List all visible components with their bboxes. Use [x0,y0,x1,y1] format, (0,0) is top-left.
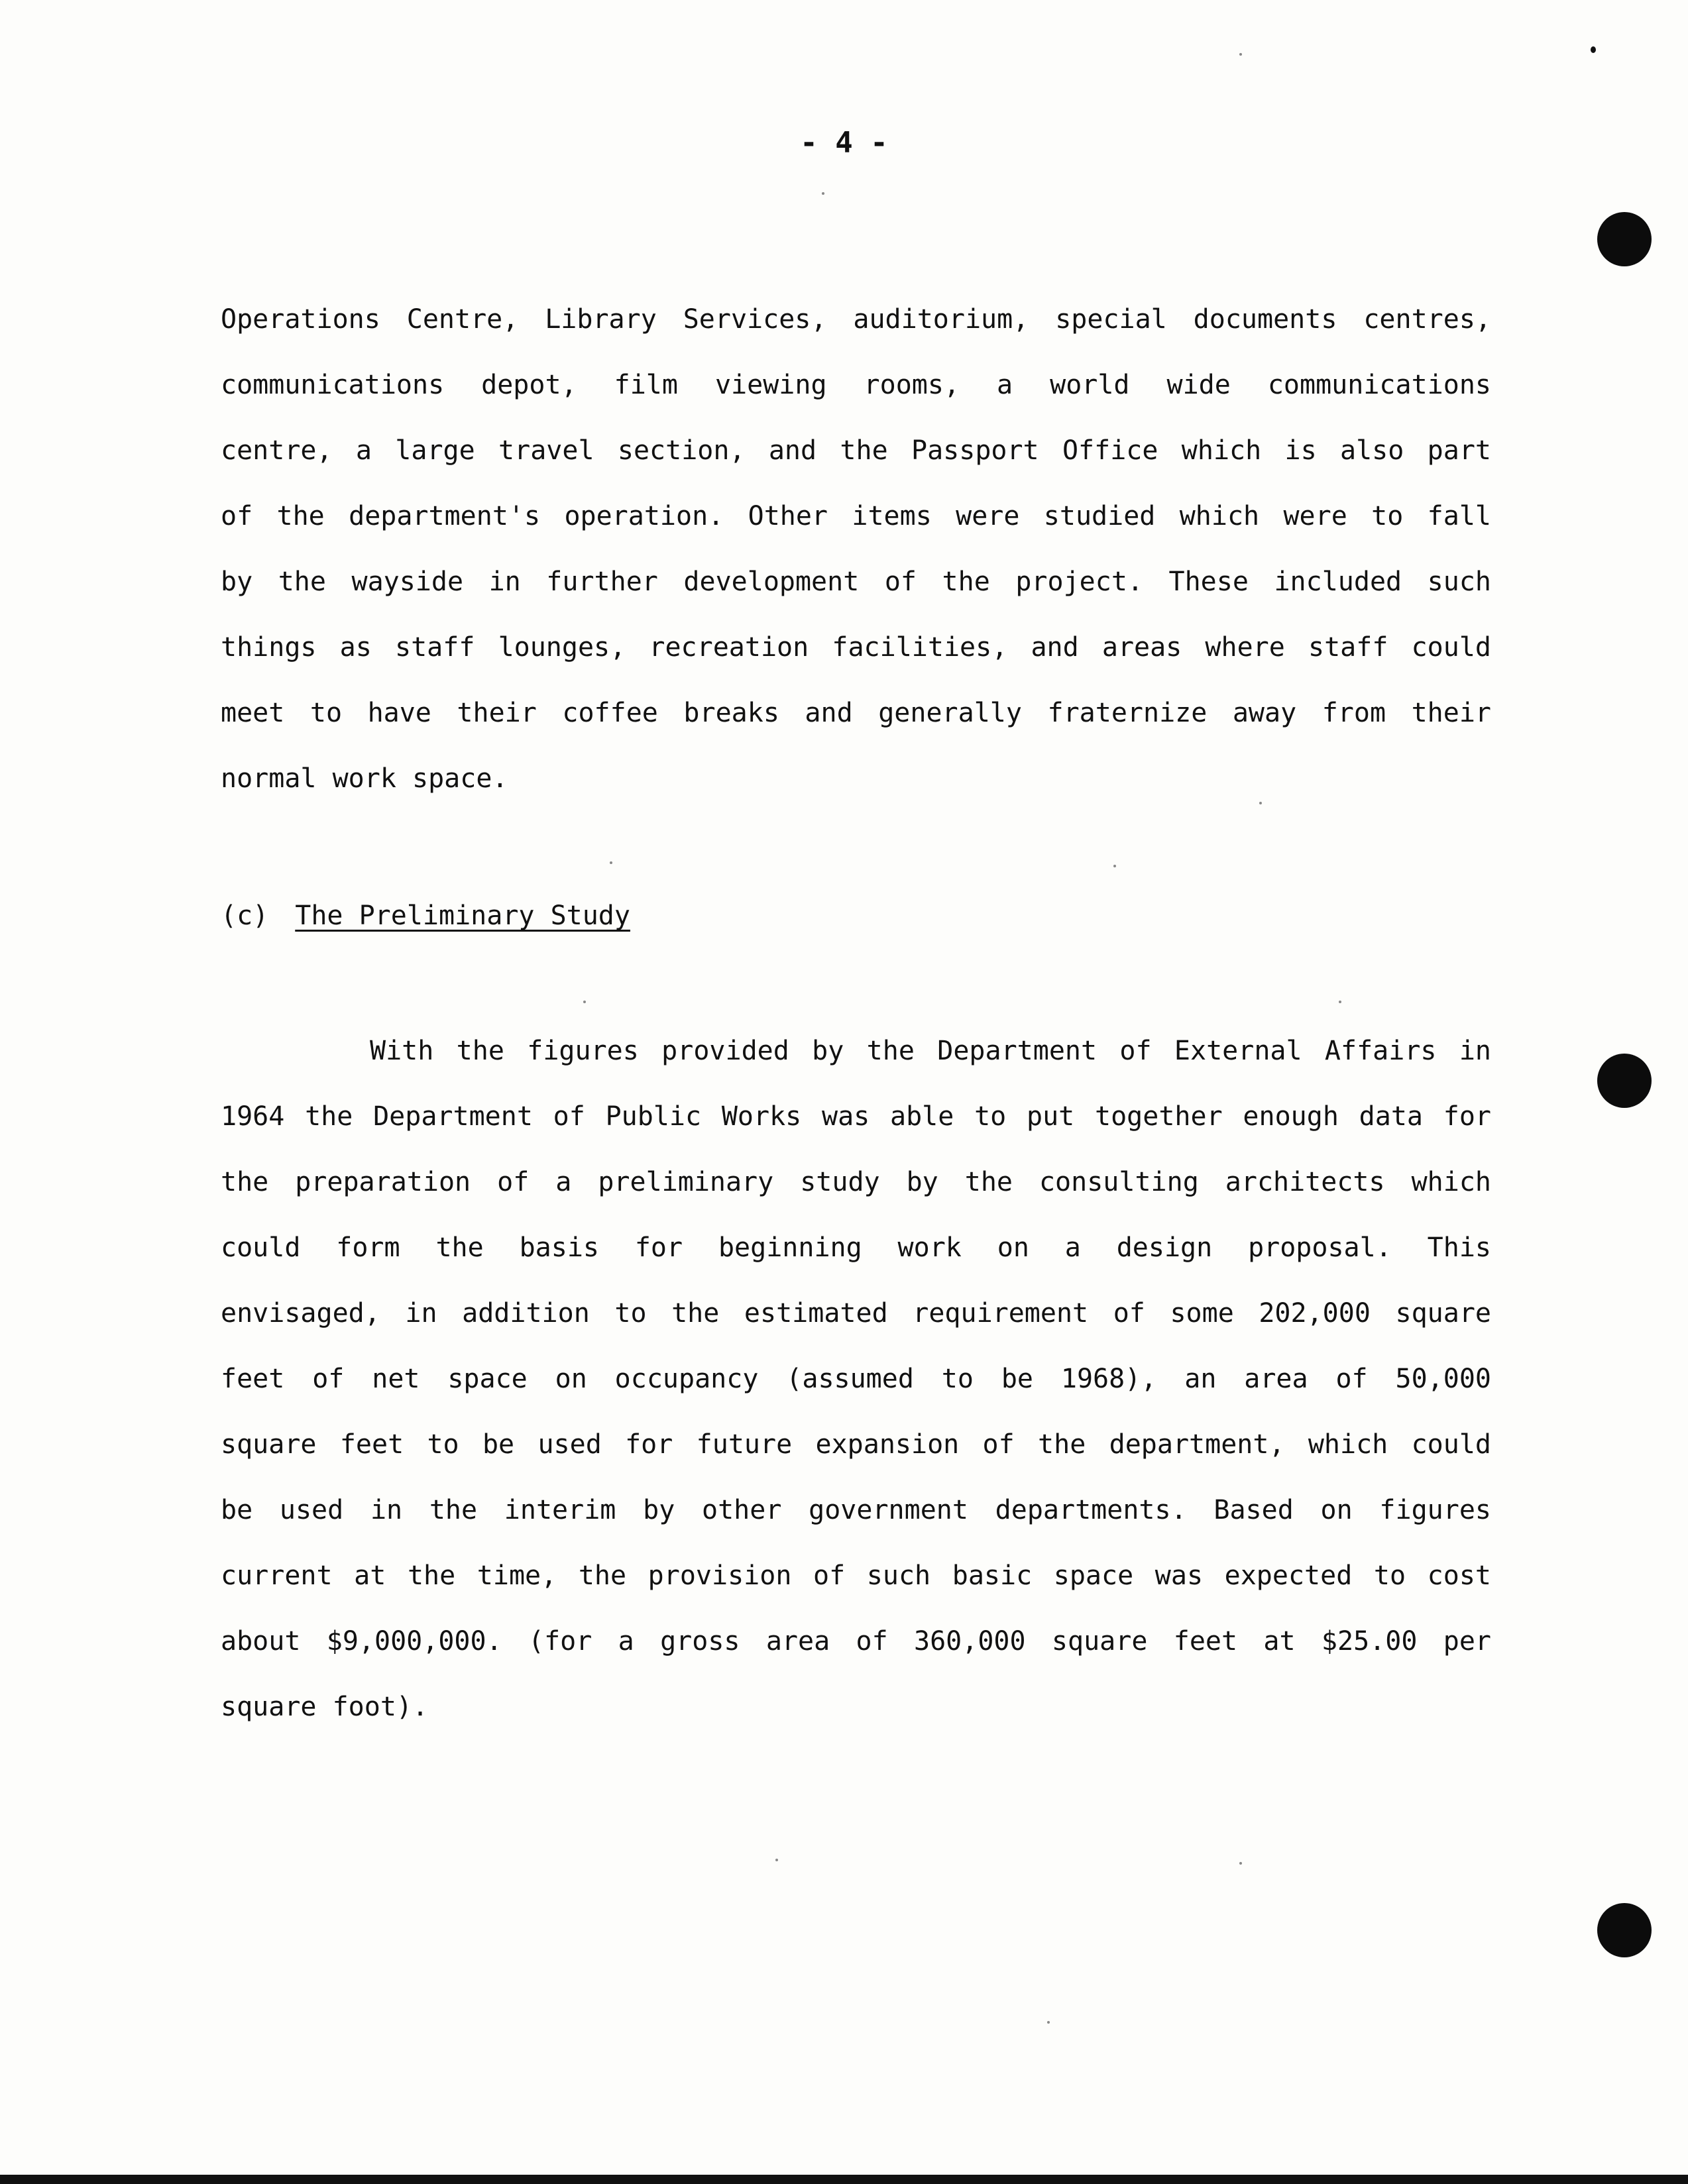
paragraph-2-line: could form the basis for beginning work on a design proposal. This [221,1232,1491,1263]
section-title: The Preliminary Study [295,901,630,931]
paragraph-2-line: square foot). [221,1692,429,1722]
scan-speck [1239,1862,1242,1865]
scan-speck [1047,2021,1050,2024]
paragraph-2-line: square feet to be used for future expansion of the department, which could [221,1429,1491,1460]
paragraph-1-line: things as staff lounges, recreation facilities, and areas where staff could [221,632,1491,663]
punch-hole [1597,1903,1652,1957]
paragraph-1-line: of the department's operation. Other items were studied which were to fall [221,501,1491,531]
section-heading [221,897,630,934]
scan-edge [0,2175,1688,2184]
punch-hole [1597,212,1652,266]
paragraph-1-line: normal work space. [221,763,508,794]
punch-hole [1597,1054,1652,1108]
paragraph-2-line: envisaged, in addition to the estimated requirement of some 202,000 square [221,1298,1491,1329]
scan-speck [1113,865,1116,867]
paragraph-2-line: be used in the interim by other government departments. Based on figures [221,1495,1491,1525]
scan-speck [610,861,612,864]
paragraph-2-line: current at the time, the provision of such basic space was expected to cost [221,1560,1491,1591]
scan-speck [1259,802,1262,804]
paragraph-2-line: 1964 the Department of Public Works was able to put together enough data for [221,1101,1491,1132]
page-number: - 4 - [800,126,888,160]
paragraph-2-line: the preparation of a preliminary study by the consulting architects which [221,1167,1491,1197]
paragraph-1-line: meet to have their coffee breaks and generally fraternize away from their [221,698,1491,728]
scan-speck [1591,46,1596,53]
paragraph-1-line: Operations Centre, Library Services, auditorium, special documents centres, [221,304,1491,335]
scan-speck [822,192,824,195]
scan-speck [1239,53,1242,56]
paragraph-2-line: feet of net space on occupancy (assumed to be 1968), an area of 50,000 [221,1364,1491,1394]
paragraph-2-line: about $9,000,000. (for a gross area of 360,000 square feet at $25.00 per [221,1626,1491,1657]
paragraph-1-line: centre, a large travel section, and the Passport Office which is also part [221,435,1491,466]
scan-speck [775,1859,778,1861]
scan-speck [1339,1001,1341,1003]
paragraph-1-line: by the wayside in further development of the project. These included such [221,567,1491,597]
scan-speck [583,1001,586,1003]
section-marker: (c) [221,901,269,931]
paragraph-2-line: With the figures provided by the Department of External Affairs in [370,1036,1491,1066]
paragraph-1-line: communications depot, film viewing rooms, a world wide communications [221,370,1491,400]
